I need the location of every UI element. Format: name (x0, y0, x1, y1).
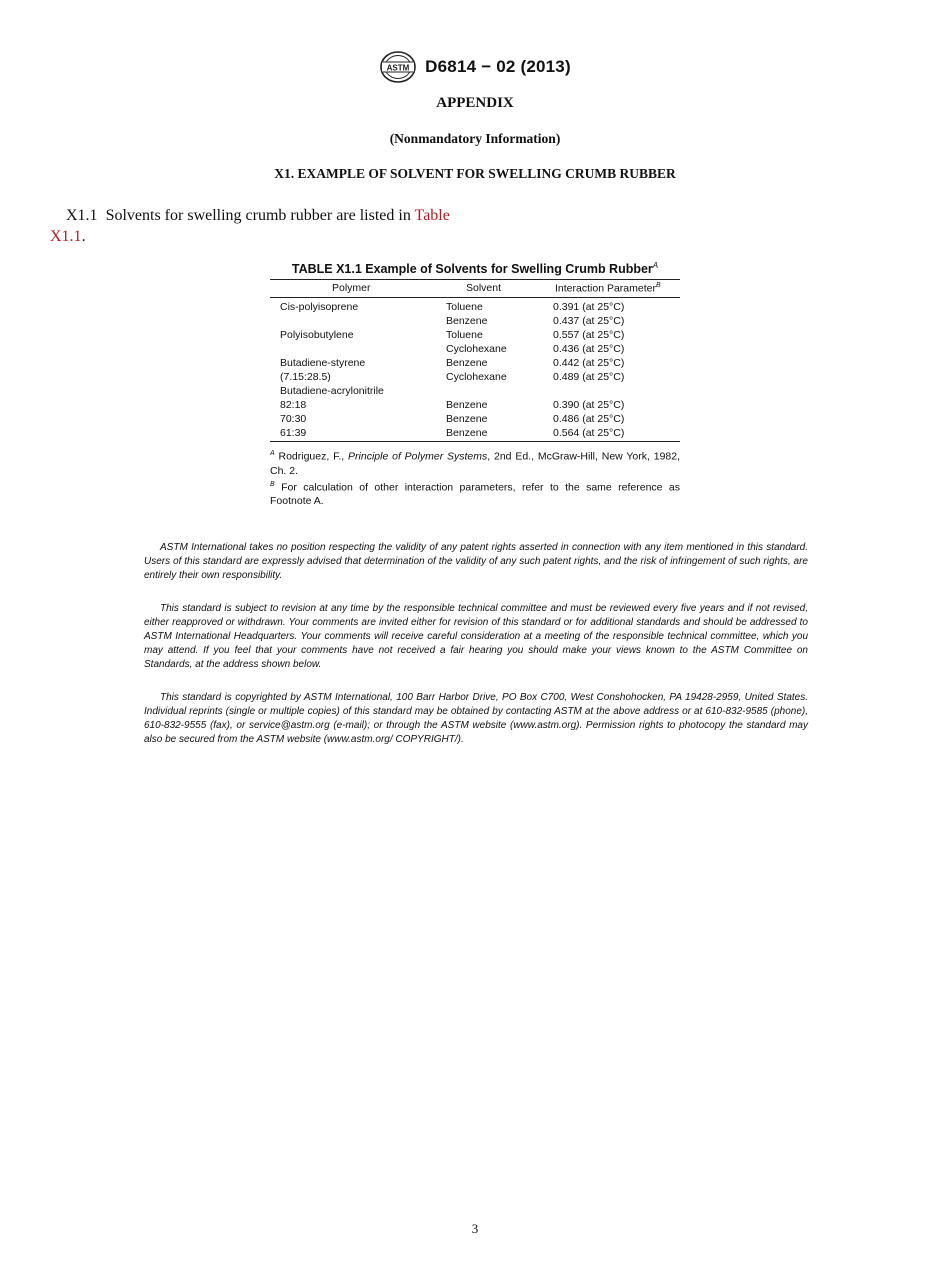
cell-param: 0.391 (at 25°C) (553, 301, 625, 314)
cell-param: 0.489 (at 25°C) (553, 371, 625, 384)
cell-polymer: (7.15:28.5) (280, 371, 331, 384)
table-title (270, 261, 680, 276)
cell-solvent: Cyclohexane (446, 343, 507, 356)
solvent-table (270, 279, 680, 442)
paragraph-x1-1 (50, 205, 480, 247)
cell-solvent: Toluene (446, 301, 483, 314)
table-link-number[interactable]: X1.1 (50, 228, 82, 245)
cell-param: 0.437 (at 25°C) (553, 315, 625, 328)
table-row (270, 342, 680, 356)
table-row (270, 298, 680, 315)
cell-polymer: 70:30 (280, 413, 307, 426)
cell-solvent (446, 384, 553, 398)
notice-patent (144, 541, 808, 583)
footnote-a-title: Principle of Polymer Systems (348, 450, 488, 463)
header-interaction-parameter (553, 280, 680, 298)
cell-param: 0.442 (at 25°C) (553, 357, 625, 370)
header-polymer: Polymer (270, 280, 446, 298)
table-row (270, 384, 680, 398)
notice-copyright-text: This standard is copyrighted by ASTM International, 100 Barr Harbor Drive, PO Box C700, West Conshohocken, PA 19428-2959, United States. Individual reprints (single or multiple copies) of this standard may be obtained by contacting ASTM at the above address or at 610-832-9585 (phone), 610-832-9555 (fax), or service@astm.org (e-mail); or through the ASTM website (www.astm.org). Permission rights to photocopy the standard may also be secured from the ASTM website (www.astm.org/ COPYRIGHT/). (144, 692, 808, 745)
page-number: 3 (471, 1221, 479, 1236)
cell-solvent: Benzene (446, 315, 488, 328)
table-row (270, 328, 680, 342)
svg-text:ASTM: ASTM (386, 63, 410, 73)
header-param-note: B (655, 281, 661, 289)
cell-polymer: Polyisobutylene (280, 329, 354, 342)
table-row (270, 370, 680, 384)
table-row (270, 426, 680, 442)
table-row (270, 398, 680, 412)
table-row (270, 314, 680, 328)
cell-polymer: Cis-polyisoprene (280, 301, 359, 314)
standard-designation: D6814 − 02 (2013) (425, 57, 571, 76)
cell-solvent: Benzene (446, 413, 488, 426)
cell-param: 0.436 (at 25°C) (553, 343, 625, 356)
table-link[interactable]: Table (414, 207, 450, 224)
nonmandatory-label: (Nonmandatory Information) (389, 131, 561, 146)
table-footnotes (270, 447, 680, 508)
header-param-text: Interaction Parameter (555, 282, 656, 295)
astm-logo-icon (379, 50, 417, 84)
cell-polymer (270, 314, 446, 328)
cell-solvent: Benzene (446, 399, 488, 412)
cell-solvent: Cyclohexane (446, 371, 507, 384)
cell-param: 0.486 (at 25°C) (553, 413, 625, 426)
table-header-row (270, 280, 680, 298)
cell-param: 0.564 (at 25°C) (553, 426, 680, 442)
table-title-text: TABLE X1.1 Example of Solvents for Swelling Crumb Rubber (291, 262, 653, 277)
table-x1-1 (270, 261, 680, 508)
footnote-a-post: , 2nd Ed., McGraw-Hill, New York, 1982, Ch. 2. (270, 450, 681, 477)
paragraph-number: X1.1 (66, 207, 98, 224)
cell-polymer (270, 342, 446, 356)
table-title-note: A (652, 261, 659, 270)
footnote-a-mark: A (270, 450, 275, 458)
notice-patent-text: ASTM International takes no position respecting the validity of any patent rights asserted in connection with any item mentioned in this standard. Users of this standard are expressly advised that determination of the validity of any such patent rights, and the risk of infringement of such rights, are entirely their own responsibility. (144, 542, 808, 581)
notice-revision-text: This standard is subject to revision at any time by the responsible technical committee and must be reviewed every five years and if not revised, either reapproved or withdrawn. Your comments are invited either for revision of this standard or for additional standards and should be addressed to ASTM International Headquarters. Your comments will receive careful consideration at a meeting of the responsible technical committee, which you may attend. If you feel that your comments have not received a fair hearing you should make your views known to the ASTM Committee on Standards, at the address shown below. (144, 603, 808, 670)
footnote-a-pre: Rodriguez, F., (278, 450, 345, 463)
footnote-b (270, 478, 680, 509)
cell-polymer: 82:18 (280, 399, 307, 412)
footnote-a (270, 447, 680, 478)
paragraph-text: Solvents for swelling crumb rubber are listed in (105, 207, 411, 224)
document-header (0, 50, 950, 84)
paragraph-end: . (81, 228, 86, 245)
section-title: X1. EXAMPLE OF SOLVENT FOR SWELLING CRUMB RUBBER (274, 166, 676, 181)
cell-solvent: Benzene (446, 357, 488, 370)
notice-revision (144, 602, 808, 672)
table-row (270, 356, 680, 370)
footnote-b-text: For calculation of other interaction parameters, refer to the same reference as Footnote A. (270, 481, 680, 508)
appendix-title: APPENDIX (436, 95, 514, 111)
cell-solvent: Benzene (446, 426, 553, 442)
cell-polymer: Butadiene-styrene (280, 357, 366, 370)
cell-polymer: 61:39 (270, 426, 446, 442)
cell-param (553, 384, 680, 398)
cell-param: 0.390 (at 25°C) (553, 399, 625, 412)
cell-solvent: Toluene (446, 329, 483, 342)
cell-param: 0.557 (at 25°C) (553, 329, 625, 342)
table-row (270, 412, 680, 426)
header-solvent: Solvent (446, 280, 553, 298)
notice-copyright (144, 691, 808, 747)
cell-polymer: Butadiene-acrylonitrile (280, 385, 384, 398)
footnote-b-mark: B (270, 480, 275, 488)
